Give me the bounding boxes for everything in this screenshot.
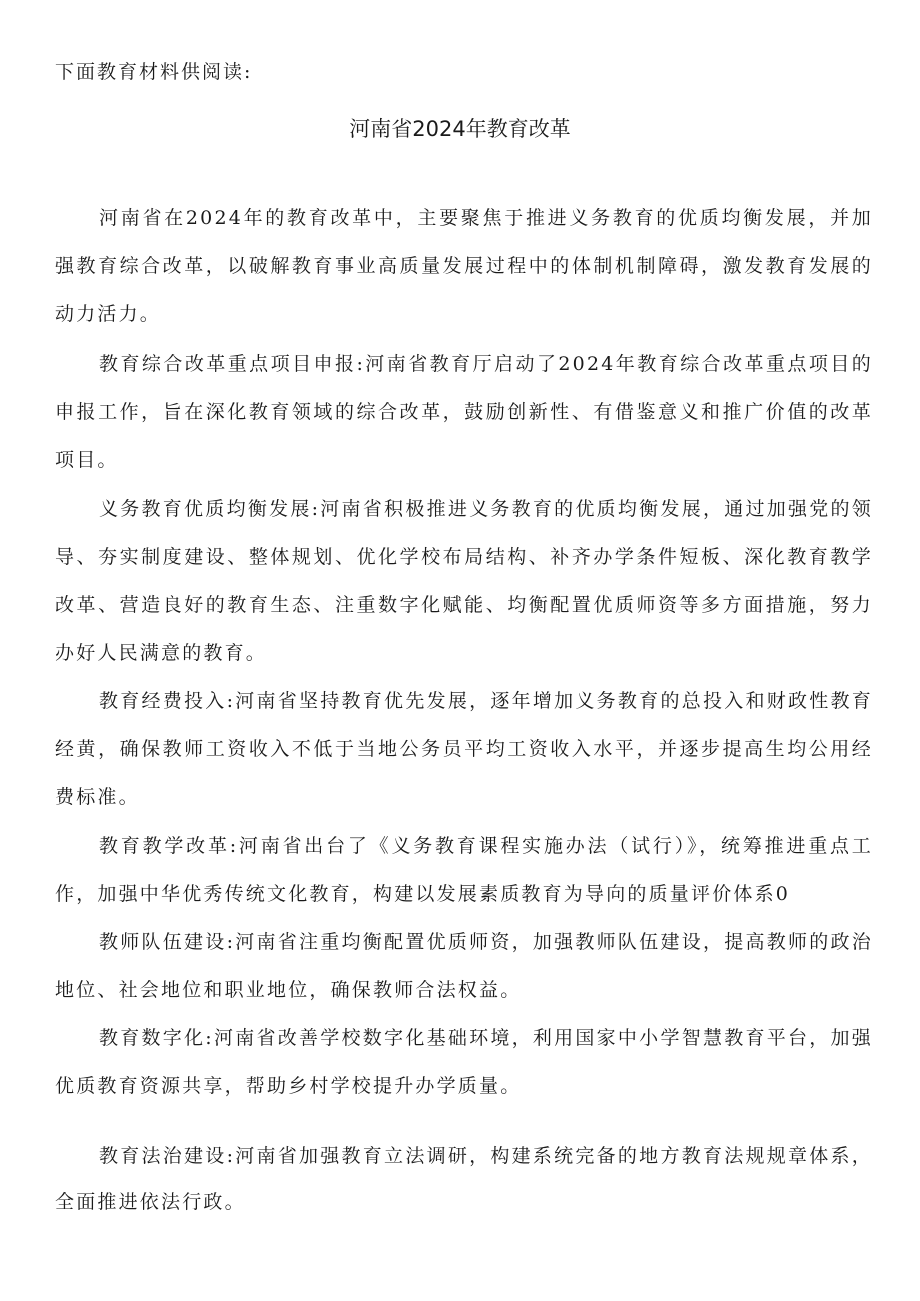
paragraph-funding: 教育经费投入:河南省坚持教育优先发展，逐年增加义务教育的总投入和财政性教育经黄，确保教师工资收入不低于当地公务员平均工资收入水平，并逐步提高生均公用经费标准。 (55, 690, 873, 808)
document-title: 河南省2024年教育改革 (349, 117, 571, 141)
paragraph-teaching-reform: 教育教学改革:河南省出台了《义务教育课程实施办法（试行）》，统筹推进重点工作，加强中华优秀传统文化教育，构建以发展素质教育为导向的质量评价体系0 (55, 835, 873, 905)
paragraph-teacher-workforce: 教师队伍建设:河南省注重均衡配置优质师资，加强教师队伍建设，提高教师的政治地位、社会地位和职业地位，确保教师合法权益。 (55, 931, 873, 1001)
paragraph-digitalization: 教育数字化:河南省改善学校数字化基础环境，利用国家中小学智慧教育平台，加强优质教育资源共享，帮助乡村学校提升办学质量。 (55, 1027, 873, 1097)
intro-text: 下面教育材料供阅读: (55, 61, 253, 83)
paragraph-overview: 河南省在2024年的教育改革中，主要聚焦于推进义务教育的优质均衡发展，并加强教育综合改革，以破解教育事业高质量发展过程中的体制机制障碍，激发教育发展的动力活力。 (55, 207, 873, 325)
paragraph-rule-of-law: 教育法治建设:河南省加强教育立法调研，构建系统完备的地方教育法规规章体系，全面推进依法行政。 (55, 1145, 873, 1213)
paragraph-balanced-development: 义务教育优质均衡发展:河南省积极推进义务教育的优质均衡发展，通过加强党的领导、夯实制度建设、整体规划、优化学校布局结构、补齐办学条件短板、深化教育教学改革、营造良好的教育生态、注重数字化赋能、均衡配置优质师资等多方面措施，努力办好人民满意的教育。 (55, 498, 873, 664)
paragraph-key-projects: 教育综合改革重点项目申报:河南省教育厅启动了2024年教育综合改革重点项目的申报工作，旨在深化教育领域的综合改革，鼓励创新性、有借鉴意义和推广价值的改革项目。 (55, 353, 873, 471)
